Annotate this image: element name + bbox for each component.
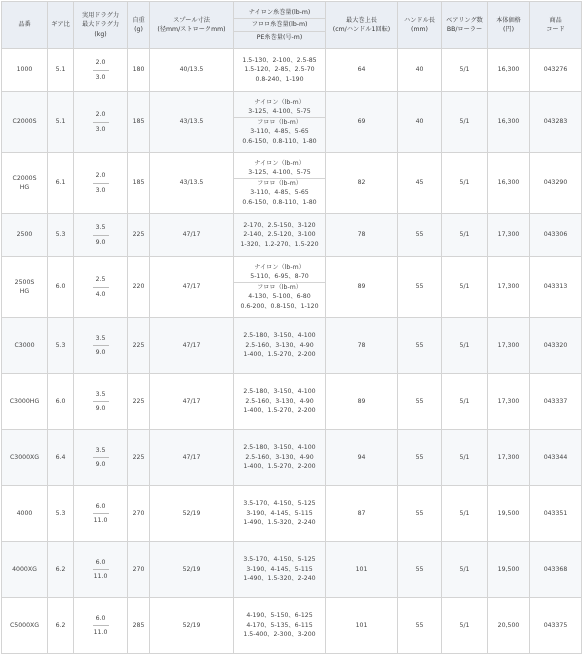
max-retrieve-cell: 89 xyxy=(326,257,398,318)
header-model: 品番 xyxy=(2,2,48,49)
capacity-value: 2.5-160、3-130、4-90 xyxy=(245,341,314,349)
weight-cell: 225 xyxy=(128,430,150,486)
handle-length-cell: 55 xyxy=(398,318,442,374)
gear-ratio-cell: 6.4 xyxy=(48,430,74,486)
spool-cell: 47/17 xyxy=(150,374,234,430)
handle-length-cell: 55 xyxy=(398,374,442,430)
model-cell: 2500S HG xyxy=(2,257,48,318)
weight-cell: 180 xyxy=(128,49,150,92)
bearing-cell: 5/1 xyxy=(442,92,488,153)
drag-cell: 3.5 9.0 xyxy=(74,374,128,430)
bearing-cell: 5/1 xyxy=(442,374,488,430)
spool-cell: 47/17 xyxy=(150,430,234,486)
capacity-value: 3-125、4-100、5-75 xyxy=(248,169,311,177)
price-cell: 17,300 xyxy=(488,257,530,318)
weight-cell: 185 xyxy=(128,153,150,214)
weight-cell: 225 xyxy=(128,374,150,430)
handle-length-cell: 55 xyxy=(398,486,442,542)
gear-ratio-cell: 6.2 xyxy=(48,542,74,598)
capacity-value: 4-190、5-150、6-125 xyxy=(246,612,313,620)
bearing-cell: 5/1 xyxy=(442,486,488,542)
model-cell: C2000S HG xyxy=(2,153,48,214)
header-handle-length: ハンドル長 (mm) xyxy=(398,2,442,49)
drag-cell: 2.0 3.0 xyxy=(74,92,128,153)
product-code-cell: 043344 xyxy=(530,430,582,486)
line-capacity-cell xyxy=(234,153,326,214)
capacity-value: 1.5-400、2-300、3-200 xyxy=(243,631,316,639)
max-retrieve-cell: 101 xyxy=(326,542,398,598)
bearing-cell: 5/1 xyxy=(442,49,488,92)
handle-length-cell: 55 xyxy=(398,542,442,598)
drag-cell: 6.0 11.0 xyxy=(74,542,128,598)
price-cell: 19,500 xyxy=(488,542,530,598)
price-cell: 16,300 xyxy=(488,49,530,92)
capacity-value: 3-125、4-100、5-75 xyxy=(248,108,311,116)
table-row xyxy=(2,153,582,214)
drag-cell: 3.5 9.0 xyxy=(74,430,128,486)
weight-cell: 185 xyxy=(128,92,150,153)
model-cell: C3000HG xyxy=(2,374,48,430)
gear-ratio-cell: 5.3 xyxy=(48,486,74,542)
spool-cell: 43/13.5 xyxy=(150,92,234,153)
capacity-label: フロロ（lb-m） xyxy=(234,282,325,293)
model-cell: 4000XG xyxy=(2,542,48,598)
table-row xyxy=(2,318,582,374)
capacity-value: 1-490、1.5-320、2-240 xyxy=(243,519,316,527)
bearing-cell: 5/1 xyxy=(442,257,488,318)
product-code-cell: 043368 xyxy=(530,542,582,598)
header-bearings: ベアリング数 BB/ローラー xyxy=(442,2,488,49)
capacity-label: フロロ（lb-m） xyxy=(234,117,325,128)
capacity-value: 3-110、4-85、5-65 xyxy=(250,128,309,136)
capacity-label: ナイロン（lb-m） xyxy=(254,98,305,106)
capacity-value: 5-110、6-95、8-70 xyxy=(250,273,309,281)
model-cell: C3000XG xyxy=(2,430,48,486)
bearing-cell: 5/1 xyxy=(442,214,488,257)
spool-cell: 43/13.5 xyxy=(150,153,234,214)
capacity-value: 0.6-150、0.8-110、1-80 xyxy=(242,137,317,145)
table-row xyxy=(2,92,582,153)
spool-cell: 52/19 xyxy=(150,542,234,598)
drag-cell: 3.5 9.0 xyxy=(74,318,128,374)
price-cell: 16,300 xyxy=(488,153,530,214)
spec-table xyxy=(1,1,582,654)
capacity-label: ナイロン（lb-m） xyxy=(254,263,305,271)
model-cell: 4000 xyxy=(2,486,48,542)
gear-ratio-cell: 6.1 xyxy=(48,153,74,214)
spool-cell: 47/17 xyxy=(150,257,234,318)
capacity-value: 4-170、5-135、6-115 xyxy=(246,621,313,629)
capacity-value: 2-140、2.5-120、3-100 xyxy=(243,231,316,239)
price-cell: 16,300 xyxy=(488,92,530,153)
gear-ratio-cell: 5.1 xyxy=(48,49,74,92)
header-drag: 実用ドラグ力 最大ドラグ力 (kg) xyxy=(74,2,128,49)
spool-cell: 52/19 xyxy=(150,486,234,542)
handle-length-cell: 40 xyxy=(398,92,442,153)
weight-cell: 225 xyxy=(128,318,150,374)
drag-cell: 6.0 11.0 xyxy=(74,486,128,542)
capacity-value: 3-110、4-85、5-65 xyxy=(250,189,309,197)
capacity-value: 3-190、4-145、5-115 xyxy=(246,565,313,573)
capacity-value: 2.5-180、3-150、4-100 xyxy=(243,388,316,396)
capacity-value: 3.5-170、4-150、5-125 xyxy=(243,500,316,508)
line-capacity-cell xyxy=(234,598,326,654)
bearing-cell: 5/1 xyxy=(442,153,488,214)
capacity-value: 1-400、1.5-270、2-200 xyxy=(243,407,316,415)
product-code-cell: 043375 xyxy=(530,598,582,654)
table-row xyxy=(2,486,582,542)
capacity-value: 3-190、4-145、5-115 xyxy=(246,509,313,517)
capacity-value: 1.5-130、2-100、2.5-85 xyxy=(242,56,317,64)
model-cell: 2500 xyxy=(2,214,48,257)
gear-ratio-cell: 5.3 xyxy=(48,214,74,257)
handle-length-cell: 55 xyxy=(398,598,442,654)
capacity-value: 4-130、5-100、6-80 xyxy=(248,293,311,301)
weight-cell: 270 xyxy=(128,542,150,598)
max-retrieve-cell: 82 xyxy=(326,153,398,214)
header-row xyxy=(2,2,582,49)
line-capacity-cell xyxy=(234,374,326,430)
capacity-value: 1-400、1.5-270、2-200 xyxy=(243,463,316,471)
line-capacity-cell xyxy=(234,430,326,486)
header-product-code: 商品 コード xyxy=(530,2,582,49)
line-capacity-cell xyxy=(234,214,326,257)
drag-cell: 3.5 9.0 xyxy=(74,214,128,257)
model-cell: C2000S xyxy=(2,92,48,153)
capacity-value: 1-490、1.5-320、2-240 xyxy=(243,575,316,583)
handle-length-cell: 40 xyxy=(398,49,442,92)
bearing-cell: 5/1 xyxy=(442,598,488,654)
weight-cell: 220 xyxy=(128,257,150,318)
table-row xyxy=(2,542,582,598)
product-code-cell: 043320 xyxy=(530,318,582,374)
spool-cell: 47/17 xyxy=(150,214,234,257)
bearing-cell: 5/1 xyxy=(442,430,488,486)
capacity-value: 1-400、1.5-270、2-200 xyxy=(243,351,316,359)
capacity-value: 2.5-180、3-150、4-100 xyxy=(243,332,316,340)
table-row xyxy=(2,430,582,486)
model-cell: C3000 xyxy=(2,318,48,374)
max-retrieve-cell: 69 xyxy=(326,92,398,153)
spool-cell: 52/19 xyxy=(150,598,234,654)
price-cell: 17,300 xyxy=(488,430,530,486)
product-code-cell: 043313 xyxy=(530,257,582,318)
line-capacity-cell xyxy=(234,49,326,92)
header-max-retrieve: 最大巻上長 (cm/ハンドル1回転) xyxy=(326,2,398,49)
model-cell: 1000 xyxy=(2,49,48,92)
model-cell: C5000XG xyxy=(2,598,48,654)
price-cell: 17,300 xyxy=(488,318,530,374)
drag-cell: 2.0 3.0 xyxy=(74,153,128,214)
line-capacity-cell xyxy=(234,486,326,542)
capacity-value: 0.8-240、1-190 xyxy=(255,75,304,83)
max-retrieve-cell: 87 xyxy=(326,486,398,542)
weight-cell: 225 xyxy=(128,214,150,257)
drag-cell: 6.0 11.0 xyxy=(74,598,128,654)
drag-cell: 2.0 3.0 xyxy=(74,49,128,92)
price-cell: 17,300 xyxy=(488,374,530,430)
handle-length-cell: 55 xyxy=(398,430,442,486)
product-code-cell: 043351 xyxy=(530,486,582,542)
weight-cell: 285 xyxy=(128,598,150,654)
gear-ratio-cell: 6.2 xyxy=(48,598,74,654)
max-retrieve-cell: 78 xyxy=(326,318,398,374)
max-retrieve-cell: 64 xyxy=(326,49,398,92)
capacity-value: 2-170、2.5-150、3-120 xyxy=(243,221,316,229)
drag-cell: 2.5 4.0 xyxy=(74,257,128,318)
weight-cell: 270 xyxy=(128,486,150,542)
product-code-cell: 043290 xyxy=(530,153,582,214)
table-row xyxy=(2,374,582,430)
handle-length-cell: 55 xyxy=(398,257,442,318)
max-retrieve-cell: 78 xyxy=(326,214,398,257)
gear-ratio-cell: 6.0 xyxy=(48,374,74,430)
capacity-value: 2.5-160、3-130、4-90 xyxy=(245,453,314,461)
price-cell: 20,500 xyxy=(488,598,530,654)
gear-ratio-cell: 5.3 xyxy=(48,318,74,374)
max-retrieve-cell: 101 xyxy=(326,598,398,654)
header-gear-ratio: ギア比 xyxy=(48,2,74,49)
table-row xyxy=(2,598,582,654)
capacity-label: ナイロン（lb-m） xyxy=(254,159,305,167)
line-capacity-cell xyxy=(234,257,326,318)
product-code-cell: 043276 xyxy=(530,49,582,92)
line-capacity-cell xyxy=(234,318,326,374)
header-weight: 自重 (g) xyxy=(128,2,150,49)
gear-ratio-cell: 6.0 xyxy=(48,257,74,318)
table-row xyxy=(2,49,582,92)
max-retrieve-cell: 89 xyxy=(326,374,398,430)
capacity-value: 1.5-120、2-85、2.5-70 xyxy=(244,66,315,74)
capacity-value: 2.5-180、3-150、4-100 xyxy=(243,444,316,452)
line-capacity-cell xyxy=(234,92,326,153)
max-retrieve-cell: 94 xyxy=(326,430,398,486)
product-code-cell: 043283 xyxy=(530,92,582,153)
bearing-cell: 5/1 xyxy=(442,318,488,374)
price-cell: 17,300 xyxy=(488,214,530,257)
capacity-value: 0.6-200、0.8-150、1-120 xyxy=(240,302,319,310)
header-line-capacity: ナイロン糸巻量(lb-m) フロロ糸巻量(lb-m) PE糸巻量(号-m) xyxy=(234,2,326,49)
header-price: 本体価格 (円) xyxy=(488,2,530,49)
bearing-cell: 5/1 xyxy=(442,542,488,598)
capacity-value: 3.5-170、4-150、5-125 xyxy=(243,556,316,564)
capacity-value: 2.5-160、3-130、4-90 xyxy=(245,397,314,405)
handle-length-cell: 45 xyxy=(398,153,442,214)
table-row xyxy=(2,257,582,318)
capacity-value: 0.6-150、0.8-110、1-80 xyxy=(242,198,317,206)
capacity-value: 1-320、1.2-270、1.5-220 xyxy=(240,240,319,248)
header-spool: スプール寸法 (径mm/ストロークmm) xyxy=(150,2,234,49)
line-capacity-cell xyxy=(234,542,326,598)
price-cell: 19,500 xyxy=(488,486,530,542)
product-code-cell: 043306 xyxy=(530,214,582,257)
handle-length-cell: 55 xyxy=(398,214,442,257)
spool-cell: 47/17 xyxy=(150,318,234,374)
spool-cell: 40/13.5 xyxy=(150,49,234,92)
capacity-label: フロロ（lb-m） xyxy=(234,178,325,189)
gear-ratio-cell: 5.1 xyxy=(48,92,74,153)
product-code-cell: 043337 xyxy=(530,374,582,430)
table-row xyxy=(2,214,582,257)
